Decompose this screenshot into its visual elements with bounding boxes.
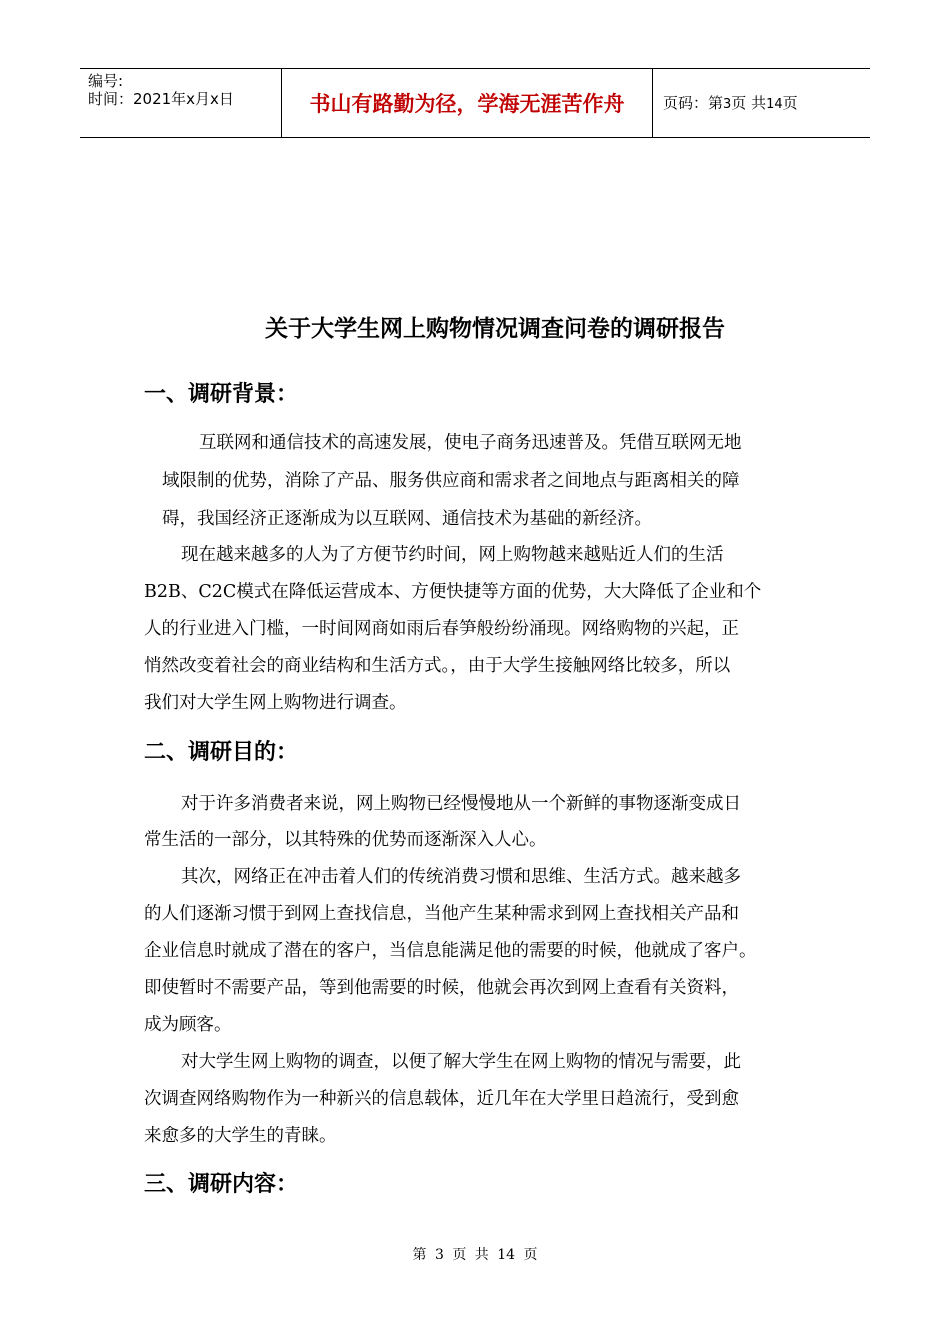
doc-date-label: 时间：2021年x月x日 (88, 90, 234, 108)
paragraph-line: 来愈多的大学生的青睐。 (144, 1126, 337, 1146)
header-page-prefix: 页码：第 (663, 94, 724, 112)
footer-prefix: 第 (412, 1247, 427, 1263)
paragraph-line: 我们对大学生网上购物进行调查。 (144, 693, 407, 713)
paragraph-line: 域限制的优势，消除了产品、服务供应商和需求者之间地点与距离相关的障 (162, 471, 740, 491)
header-table (80, 68, 870, 138)
paragraph-line: 企业信息时就成了潜在的客户，当信息能满足他的需要的时候，他就成了客户。 (144, 941, 757, 961)
footer-page-total: 14 (497, 1247, 516, 1263)
motto-text: 书山有路勤为径，学海无涯苦作舟 (309, 92, 625, 116)
header-page-cell (653, 69, 870, 137)
paragraph-line: 碍，我国经济正逐渐成为以互联网、通信技术为基础的新经济。 (162, 509, 652, 529)
header-motto-cell (282, 69, 653, 137)
doc-code-label: 编号: (88, 72, 124, 90)
section-heading-background: 一、调研背景： (144, 382, 299, 407)
header-page-number (663, 93, 798, 115)
document-title: 关于大学生网上购物情况调查问卷的调研报告 (265, 316, 725, 342)
section-heading-purpose: 二、调研目的： (144, 740, 299, 765)
paragraph-line: B2B、C2C模式在降低运营成本、方便快捷等方面的优势，大大降低了企业和个 (144, 582, 762, 602)
header-page-total: 14 (766, 97, 783, 112)
paragraph-line: 常生活的一部分，以其特殊的优势而逐渐深入人心。 (144, 830, 547, 850)
paragraph-line: 悄然改变着社会的商业结构和生活方式。，由于大学生接触网络比较多，所以 (144, 656, 731, 676)
header-meta-cell (80, 69, 282, 137)
paragraph-line: 现在越来越多的人为了方便节约时间，网上购物越来越贴近人们的生活 (181, 545, 724, 565)
footer-suffix: 页 (523, 1247, 538, 1263)
footer-mid: 页 共 (452, 1247, 489, 1263)
paragraph-line: 的人们逐渐习惯于到网上查找信息，当他产生某种需求到网上查找相关产品和 (144, 904, 739, 924)
paragraph-line: 其次，网络正在冲击着人们的传统消费习惯和思维、生活方式。越来越多 (181, 867, 741, 887)
paragraph-line: 成为顾客。 (144, 1015, 232, 1035)
paragraph-line: 即使暂时不需要产品，等到他需要的时候，他就会再次到网上查看有关资料， (144, 978, 739, 998)
paragraph-line: 对大学生网上购物的调查，以便了解大学生在网上购物的情况与需要，此 (181, 1052, 741, 1072)
footer-page-current: 3 (434, 1247, 444, 1263)
header-page-current: 3 (723, 97, 732, 112)
page-footer (0, 1245, 950, 1265)
header-page-mid: 页 共 (731, 94, 767, 112)
paragraph-line: 对于许多消费者来说，网上购物已经慢慢地从一个新鲜的事物逐渐变成日 (181, 794, 741, 814)
section-heading-content: 三、调研内容： (144, 1172, 299, 1197)
header-page-suffix: 页 (782, 94, 798, 112)
paragraph-line: 互联网和通信技术的高速发展，使电子商务迅速普及。凭借互联网无地 (199, 433, 742, 453)
paragraph-line: 次调查网络购物作为一种新兴的信息载体，近几年在大学里日趋流行，受到愈 (144, 1089, 739, 1109)
paragraph-line: 人的行业进入门槛，一时间网商如雨后春笋般纷纷涌现。网络购物的兴起，正 (144, 619, 739, 639)
